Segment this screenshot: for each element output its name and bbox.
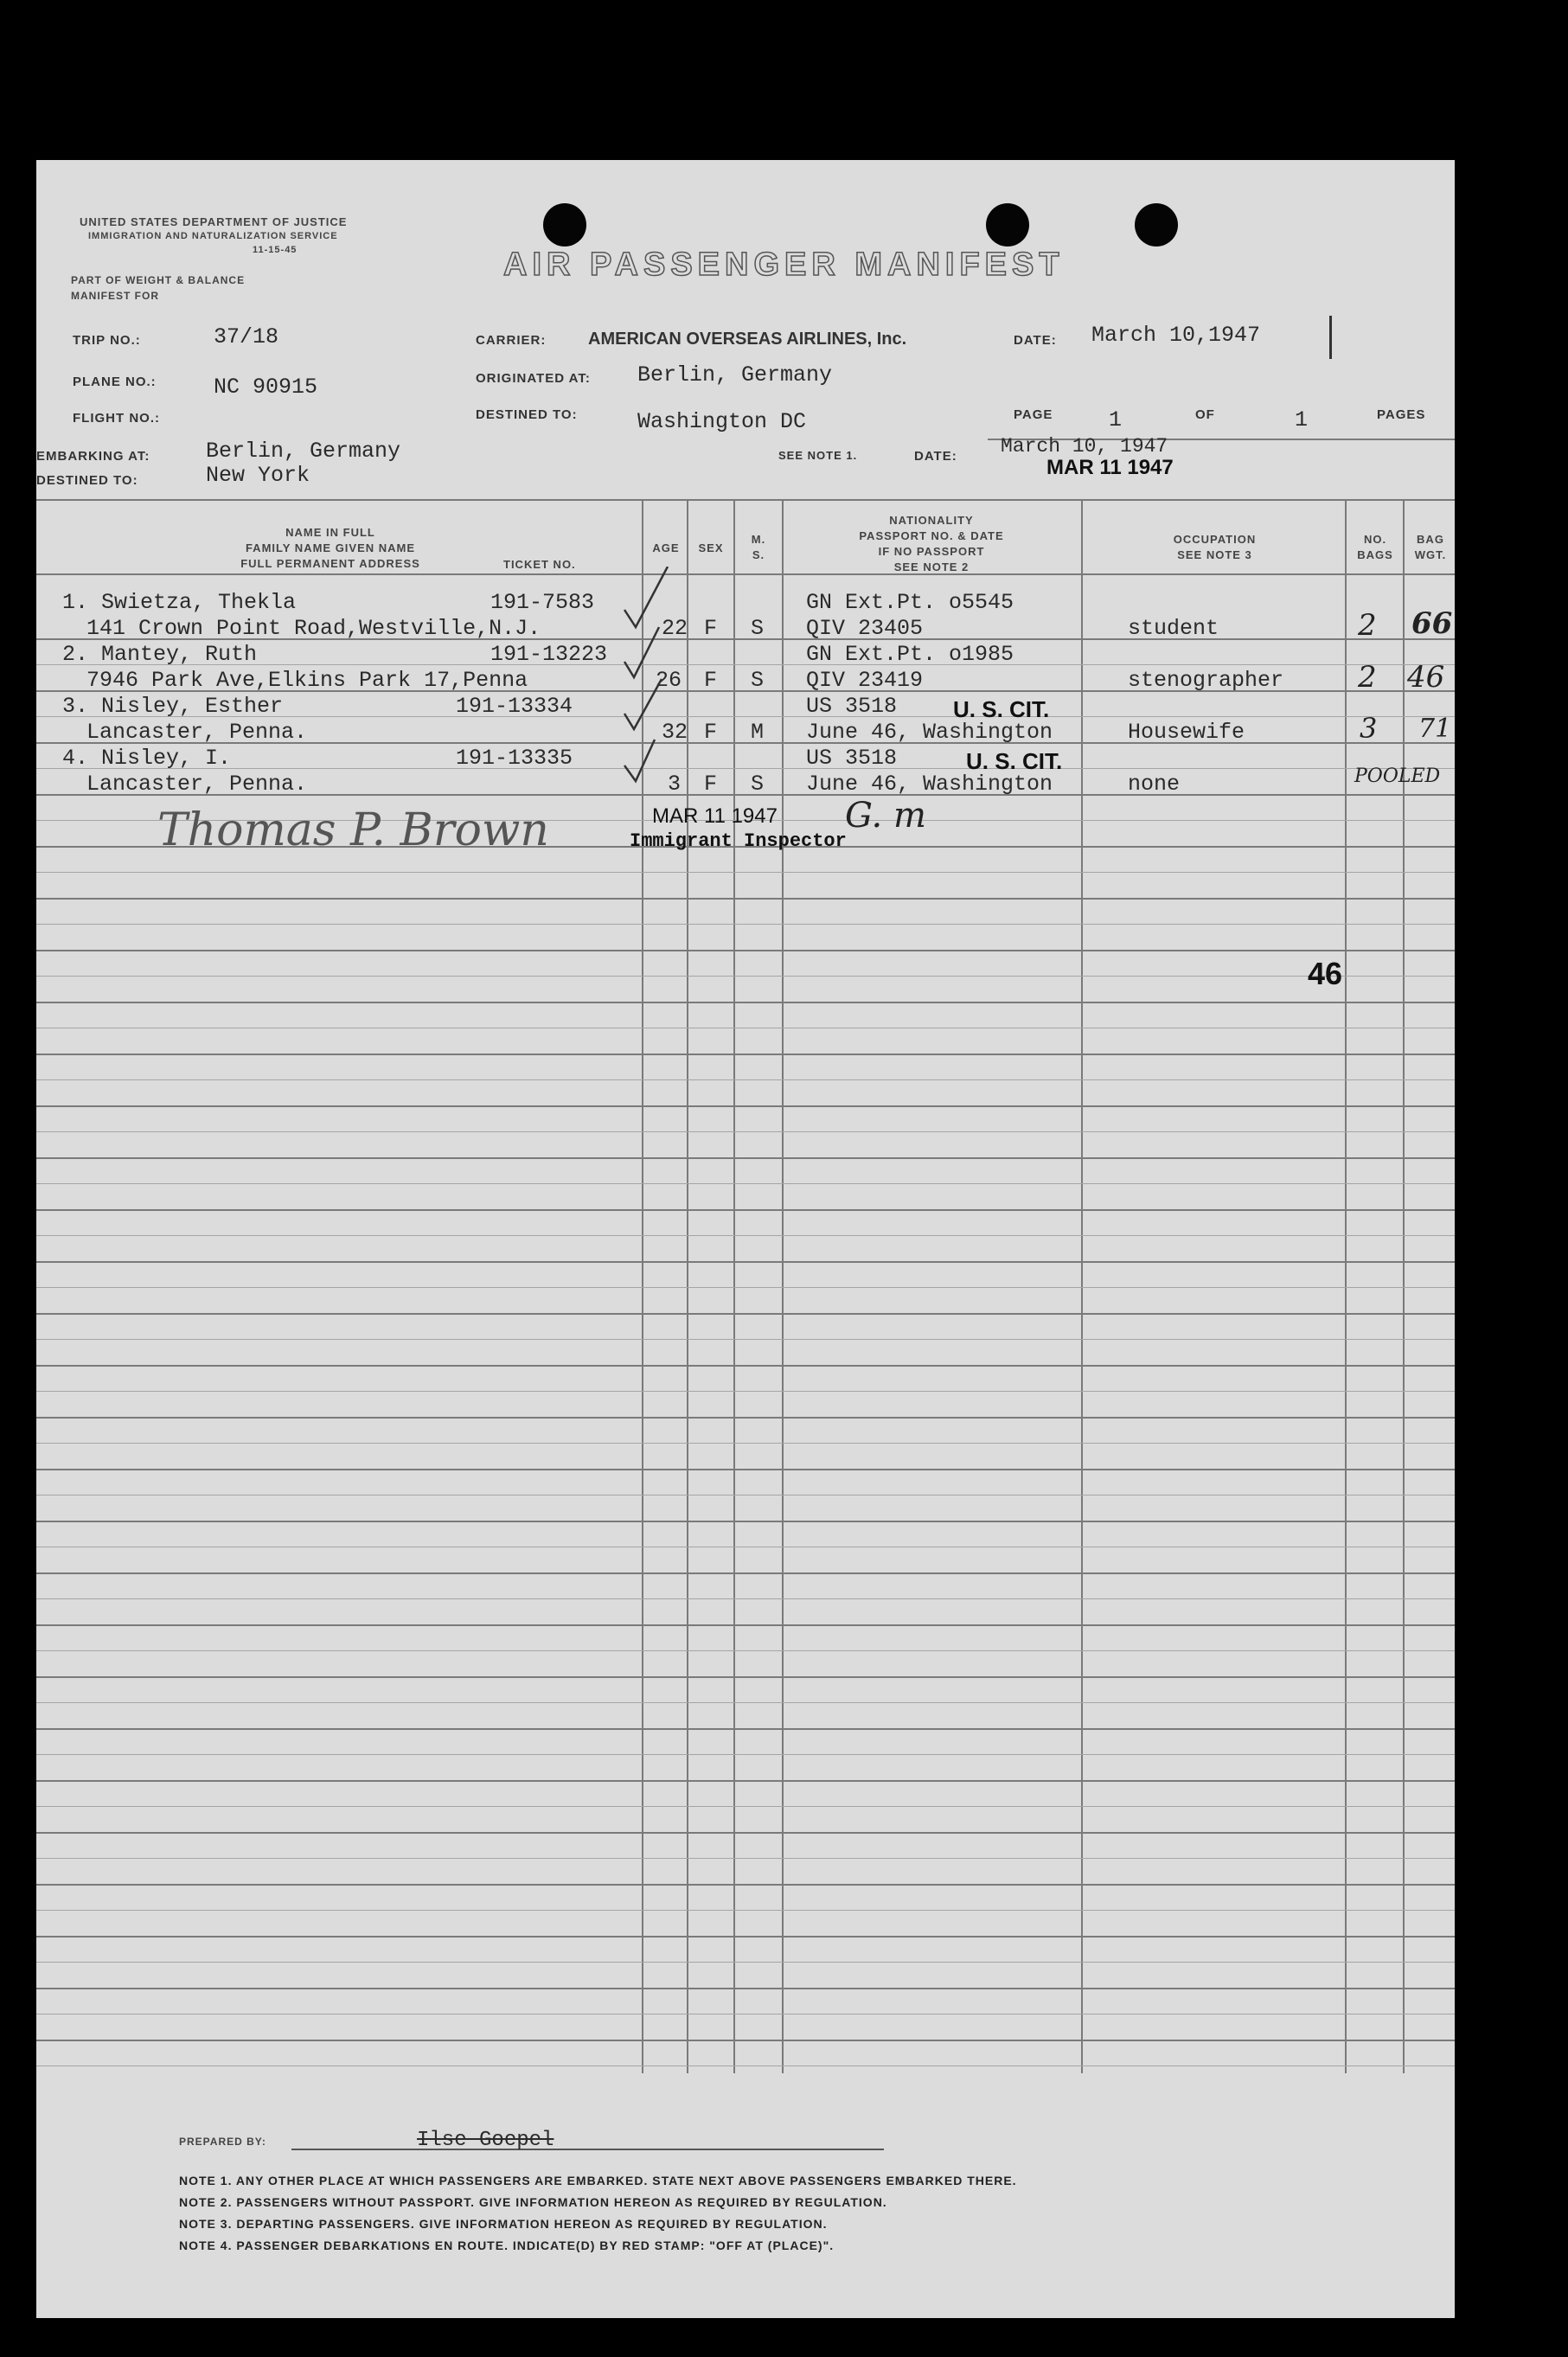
prepared-by-line [291, 2149, 884, 2150]
destined-to-2-label: DESTINED TO: [36, 473, 138, 488]
table-rule [36, 1261, 1455, 1263]
occupation: student [1128, 616, 1219, 641]
passenger-name: 1. Swietza, Thekla [62, 590, 297, 615]
embarking-at-value: Berlin, Germany [206, 439, 401, 464]
column-header-ticket: TICKET NO. [503, 558, 576, 571]
table-half-rule [36, 1495, 1455, 1496]
agency-line-2: IMMIGRATION AND NATURALIZATION SERVICE [88, 231, 338, 241]
us-citizen-stamp: U. S. CIT. [966, 748, 1063, 774]
bag-weight: 66 [1411, 606, 1453, 641]
passenger-name: 4. Nisley, I. [62, 746, 232, 771]
destined-to-label: DESTINED TO: [476, 407, 578, 422]
date-2-label: DATE: [914, 449, 957, 464]
flight-no-label: FLIGHT NO.: [73, 411, 160, 426]
punch-hole-right [1135, 203, 1178, 247]
table-rule [36, 1209, 1455, 1211]
passenger-marital: M [751, 720, 765, 745]
see-note-1-label: SEE NOTE 1. [778, 449, 858, 462]
passenger-address: Lancaster, Penna. [86, 720, 308, 745]
inspector-signature: Thomas P. Brown [157, 804, 549, 856]
destined-to-value: Washington DC [637, 409, 807, 434]
us-citizen-stamp: U. S. CIT. [953, 696, 1050, 722]
passenger-name: 2. Mantey, Ruth [62, 642, 258, 667]
passenger-sex: F [704, 668, 718, 693]
count-stamp: 46 [1308, 956, 1343, 991]
passenger-address: Lancaster, Penna. [86, 772, 308, 797]
agency-form-date: 11-15-45 [253, 245, 298, 255]
originated-at-label: ORIGINATED AT: [476, 371, 591, 386]
passenger-address: 7946 Park Ave,Elkins Park 17,Penna [86, 668, 528, 693]
ticket-number: 191-13335 [456, 746, 573, 771]
inspector-initials: G. m [845, 796, 926, 836]
table-half-rule [36, 1183, 1455, 1184]
originated-at-value: Berlin, Germany [637, 362, 833, 387]
table-rule [36, 1988, 1455, 1989]
bag-weight: 46 [1407, 660, 1445, 695]
passport-line-2: June 46, Washington [806, 720, 1053, 745]
pen-mark [1329, 316, 1332, 359]
agency-line-1: UNITED STATES DEPARTMENT OF JUSTICE [80, 215, 348, 228]
pages-label: PAGES [1377, 407, 1426, 422]
weight-balance-line-1: PART OF WEIGHT & BALANCE [71, 274, 246, 286]
ticket-number: 191-13334 [456, 694, 573, 719]
table-rule [36, 1676, 1455, 1678]
immigrant-inspector-stamp: Immigrant Inspector [630, 830, 847, 852]
bag-count: 2 [1358, 660, 1377, 695]
trip-no-value: 37/18 [214, 324, 279, 349]
table-half-rule [36, 1131, 1455, 1132]
table-half-rule [36, 1287, 1455, 1288]
column-header-sex: SEX [698, 541, 724, 554]
passenger-marital: S [751, 668, 765, 693]
table-rule [36, 950, 1455, 951]
passport-line-2: QIV 23405 [806, 616, 924, 641]
bag-weight: POOLED [1354, 765, 1441, 787]
bag-count: 3 [1360, 712, 1378, 745]
date-value: March 10,1947 [1091, 323, 1261, 348]
inspection-date-stamp: MAR 11 1947 [652, 804, 778, 828]
prepared-by-name: Ilse Goepel [417, 2129, 554, 2152]
table-rule [36, 1054, 1455, 1055]
table-rule [36, 1624, 1455, 1626]
passport-line-1: GN Ext.Pt. o5545 [806, 590, 1014, 615]
plane-no-value: NC 90915 [214, 375, 318, 400]
table-rule [36, 1313, 1455, 1315]
table-rule [36, 1884, 1455, 1886]
passport-line-1: GN Ext.Pt. o1985 [806, 642, 1014, 667]
table-half-rule [36, 768, 1455, 769]
passenger-marital: S [751, 772, 765, 797]
carrier-label: CARRIER: [476, 333, 547, 348]
table-rule [36, 1780, 1455, 1782]
table-rule [36, 1417, 1455, 1419]
weight-balance-line-2: MANIFEST FOR [71, 290, 159, 302]
table-rule [36, 2040, 1455, 2041]
table-half-rule [36, 1910, 1455, 1911]
table-half-rule [36, 1443, 1455, 1444]
table-half-rule [36, 976, 1455, 977]
passenger-sex: F [704, 720, 718, 745]
occupation: stenographer [1128, 668, 1284, 693]
column-header-occupation: OCCUPATION SEE NOTE 3 [1173, 533, 1257, 561]
note-1: NOTE 1. ANY OTHER PLACE AT WHICH PASSENGERS ARE EMBARKED. STATE NEXT ABOVE PASSENGERS EMBARKED THERE. [179, 2174, 1017, 2187]
carrier-value: AMERICAN OVERSEAS AIRLINES, Inc. [588, 330, 907, 349]
column-header-nationality: NATIONALITY PASSPORT NO. & DATE IF NO PASSPORT SEE NOTE 2 [859, 514, 1004, 573]
passenger-name: 3. Nisley, Esther [62, 694, 284, 719]
punch-hole-left [543, 203, 586, 247]
prepared-by-label: PREPARED BY: [179, 2136, 266, 2148]
passenger-age: 22 [662, 616, 688, 641]
passenger-marital: S [751, 616, 765, 641]
table-half-rule [36, 1962, 1455, 1963]
column-header-marital: M. S. [751, 533, 766, 561]
passenger-age: 32 [662, 720, 688, 745]
page-value: 1 [1109, 407, 1123, 432]
passenger-address: 141 Crown Point Road,Westville,N.J. [86, 616, 541, 641]
date-received-stamp: MAR 11 1947 [1046, 456, 1174, 479]
passenger-age: 3 [668, 772, 682, 797]
passenger-sex: F [704, 616, 718, 641]
table-half-rule [36, 1079, 1455, 1080]
column-header-age: AGE [652, 541, 680, 554]
table-half-rule [36, 1235, 1455, 1236]
table-half-rule [36, 1806, 1455, 1807]
punch-hole-middle [986, 203, 1029, 247]
form-title: AIR PASSENGER MANIFEST [503, 247, 1065, 283]
note-2: NOTE 2. PASSENGERS WITHOUT PASSPORT. GIVE INFORMATION HEREON AS REQUIRED BY REGULATION. [179, 2195, 887, 2209]
column-header-bag-weight: BAG WGT. [1414, 533, 1447, 561]
page-label: PAGE [1014, 407, 1053, 422]
table-half-rule [36, 1754, 1455, 1755]
table-rule [36, 1728, 1455, 1730]
table-rule [36, 1157, 1455, 1159]
table-half-rule [36, 924, 1455, 925]
ticket-number: 191-13223 [490, 642, 608, 667]
manifest-page [36, 160, 1455, 2318]
checkmark-column [620, 567, 707, 809]
table-rule [36, 1521, 1455, 1522]
occupation: none [1128, 772, 1181, 797]
table-half-rule [36, 1702, 1455, 1703]
passport-line-2: QIV 23419 [806, 668, 924, 693]
destined-to-2-value: New York [206, 463, 310, 488]
column-header-bags: NO. BAGS [1357, 533, 1393, 561]
trip-no-label: TRIP NO.: [73, 333, 141, 348]
table-half-rule [36, 1858, 1455, 1859]
table-rule [36, 1832, 1455, 1834]
table-half-rule [36, 1650, 1455, 1651]
bag-weight: 71 [1418, 714, 1452, 744]
table-rule [36, 1469, 1455, 1470]
table-rule [36, 1936, 1455, 1937]
table-half-rule [36, 1391, 1455, 1392]
column-header-name: NAME IN FULL FAMILY NAME GIVEN NAME FULL PERMANENT ADDRESS [240, 526, 420, 570]
of-label: OF [1195, 407, 1215, 422]
passport-line-2: June 46, Washington [806, 772, 1053, 797]
passport-line-1: US 3518 [806, 746, 898, 771]
passenger-sex: F [704, 772, 718, 797]
embarking-at-label: EMBARKING AT: [36, 449, 150, 464]
table-rule [36, 1572, 1455, 1574]
plane-no-label: PLANE NO.: [73, 375, 157, 389]
occupation: Housewife [1128, 720, 1245, 745]
passenger-age: 26 [656, 668, 682, 693]
note-3: NOTE 3. DEPARTING PASSENGERS. GIVE INFORMATION HEREON AS REQUIRED BY REGULATION. [179, 2217, 828, 2231]
of-value: 1 [1295, 407, 1309, 432]
table-half-rule [36, 1598, 1455, 1599]
ticket-number: 191-7583 [490, 590, 595, 615]
table-half-rule [36, 1339, 1455, 1340]
date-2-value: March 10, 1947 [1001, 435, 1168, 458]
passport-line-1: US 3518 [806, 694, 898, 719]
table-rule [36, 1002, 1455, 1003]
table-half-rule [36, 872, 1455, 873]
note-4: NOTE 4. PASSENGER DEBARKATIONS EN ROUTE. INDICATE(D) BY RED STAMP: "OFF AT (PLACE)". [179, 2239, 835, 2252]
table-rule [36, 898, 1455, 900]
table-rule [36, 1105, 1455, 1107]
bag-count: 2 [1358, 608, 1377, 643]
date-label: DATE: [1014, 333, 1057, 348]
table-rule [36, 1365, 1455, 1367]
